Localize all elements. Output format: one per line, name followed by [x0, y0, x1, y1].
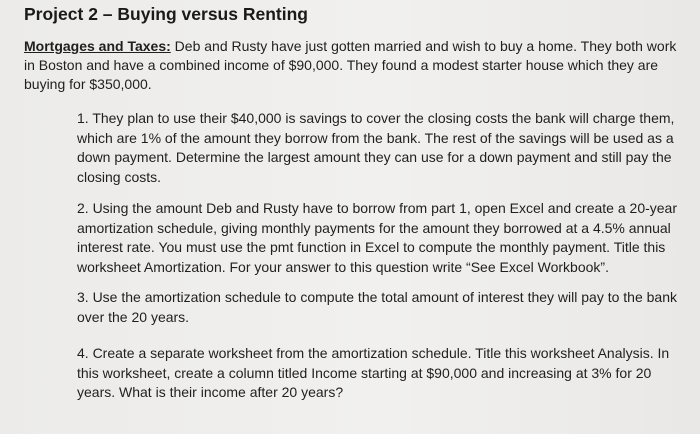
question-3: 3. Use the amortization schedule to compute the total amount of interest they will pay to the bank over the 20 years. — [77, 289, 678, 325]
intro-paragraph — [24, 37, 686, 94]
question-2: 2. Using the amount Deb and Rusty have to borrow from part 1, open Excel and create a 20-year amortization schedule, giving monthly payments for the amount they borrowed at a 4.5% annual interest rate. You must use the pmt function in Excel to compute the monthly payment. Title this worksheet Amortization. For your answer to this question write “See Excel Workbook”. — [77, 200, 677, 275]
intro-text: Deb and Rusty have just gotten married and wish to buy a home. They both work in Boston and have a combined income of $90,000. They found a modest starter house which they are buying for $350,000. — [24, 38, 677, 92]
intro-lead: Mortgages and Taxes: — [24, 38, 171, 54]
page-title: Project 2 – Buying versus Renting — [24, 4, 308, 24]
question-4: 4. Create a separate worksheet from the amortization schedule. Title this worksheet Analysis. In this worksheet, create a column titled Income starting at $90,000 and increasing at 3% for 20 years. What is their income after 20 years? — [77, 345, 670, 400]
question-1: 1. They plan to use their $40,000 is savings to cover the closing costs the bank will charge them, which are 1% of the amount they borrow from the bank. The rest of the savings will be used as a down payment. Determine the largest amount they can use for a down payment and still pay the closing costs. — [77, 110, 675, 185]
